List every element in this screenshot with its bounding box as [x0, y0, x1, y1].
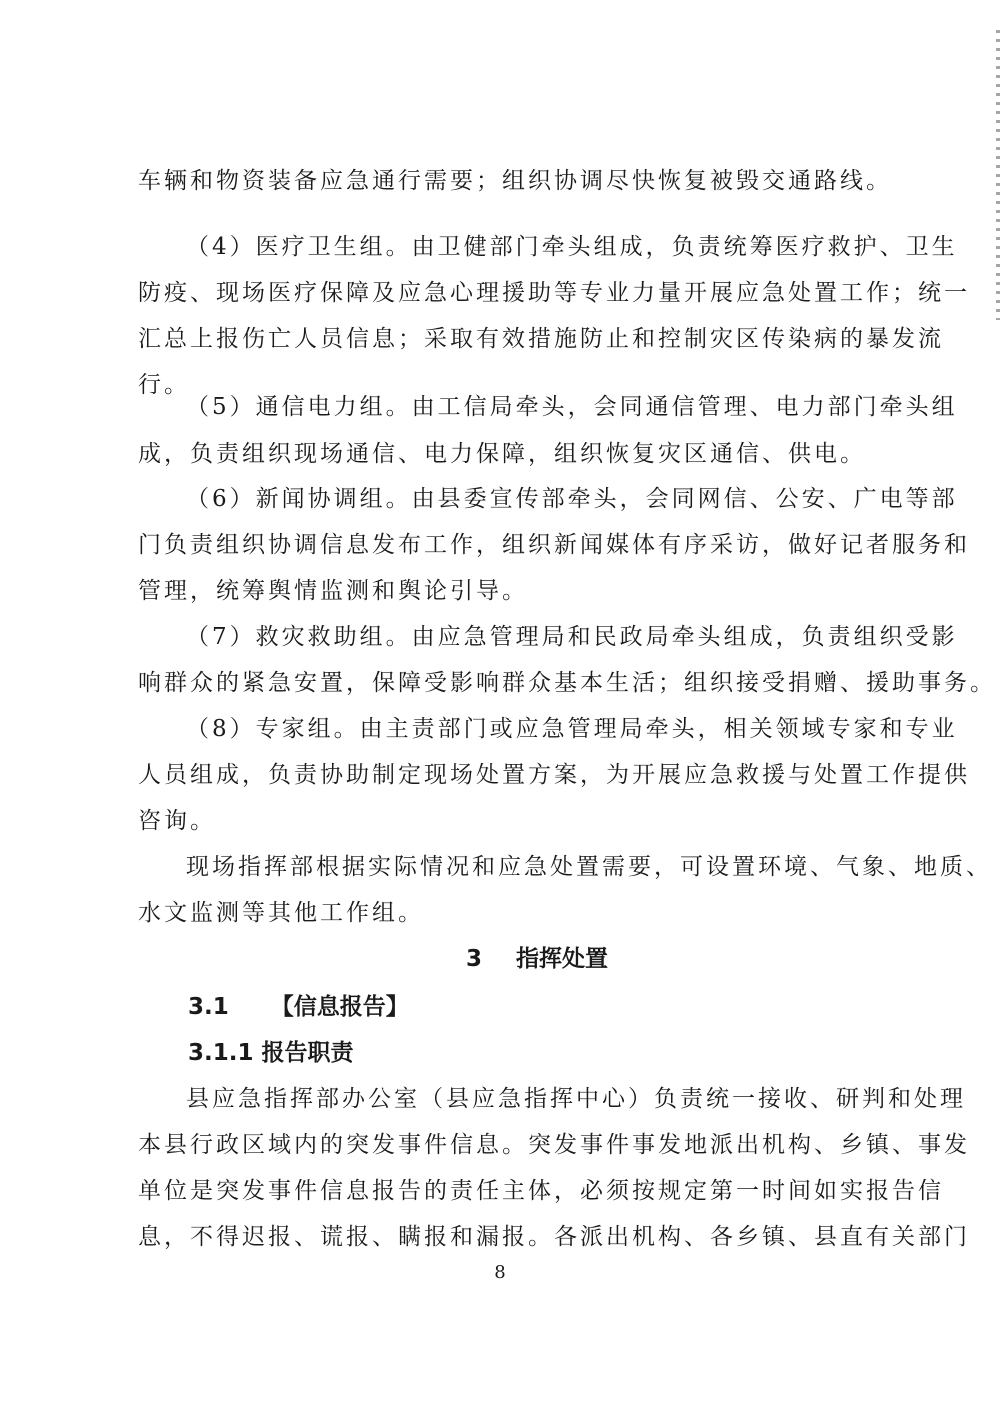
section-title: 指挥处置	[516, 946, 609, 972]
section-number: 3	[466, 946, 483, 972]
text-line: 单位是突发事件信息报告的责任主体，必须按规定第一时间如实报告信	[138, 1178, 944, 1204]
subsection-title: 【信息报告】	[270, 994, 409, 1020]
text-line: （6）新闻协调组。由县委宣传部牵头，会同网信、公安、广电等部	[186, 486, 958, 512]
subsection-heading	[188, 992, 409, 1022]
text-line: 车辆和物资装备应急通行需要；组织协调尽快恢复被毁交通路线。	[138, 168, 892, 194]
scan-edge-mark	[996, 30, 1000, 320]
subsection-number: 3.1	[188, 994, 229, 1020]
text-line: （5）通信电力组。由工信局牵头，会同通信管理、电力部门牵头组	[186, 394, 958, 420]
text-line: 成，负责组织现场通信、电力保障，组织恢复灾区通信、供电。	[138, 441, 866, 467]
section-heading	[466, 944, 608, 974]
text-line: 响群众的紧急安置，保障受影响群众基本生活；组织接受捐赠、援助事务。	[138, 670, 996, 696]
text-line: 县应急指挥部办公室（县应急指挥中心）负责统一接收、研判和处理	[186, 1086, 966, 1112]
text-line: 咨询。	[138, 808, 216, 834]
text-line: 防疫、现场医疗保障及应急心理援助等专业力量开展应急处置工作；统一	[138, 280, 970, 306]
text-line: 水文监测等其他工作组。	[138, 900, 424, 926]
subsubsection-heading: 3.1.1 报告职责	[188, 1040, 354, 1066]
text-line: （4）医疗卫生组。由卫健部门牵头组成，负责统筹医疗救护、卫生	[186, 234, 958, 260]
page-number: 8	[494, 1262, 506, 1283]
text-line: 人员组成，负责协助制定现场处置方案，为开展应急救援与处置工作提供	[138, 762, 970, 788]
text-line: 管理，统筹舆情监测和舆论引导。	[138, 578, 528, 604]
text-line: 息，不得迟报、谎报、瞒报和漏报。各派出机构、各乡镇、县直有关部门	[138, 1224, 970, 1250]
text-line: （7）救灾救助组。由应急管理局和民政局牵头组成，负责组织受影	[186, 624, 958, 650]
text-line: 行。	[138, 372, 190, 398]
text-line: 现场指挥部根据实际情况和应急处置需要，可设置环境、气象、地质、	[186, 854, 992, 880]
text-line: 汇总上报伤亡人员信息；采取有效措施防止和控制灾区传染病的暴发流	[138, 326, 944, 352]
text-line: 本县行政区域内的突发事件信息。突发事件事发地派出机构、乡镇、事发	[138, 1132, 970, 1158]
text-line: 门负责组织协调信息发布工作，组织新闻媒体有序采访，做好记者服务和	[138, 532, 970, 558]
text-line: （8）专家组。由主责部门或应急管理局牵头，相关领域专家和专业	[186, 716, 958, 742]
